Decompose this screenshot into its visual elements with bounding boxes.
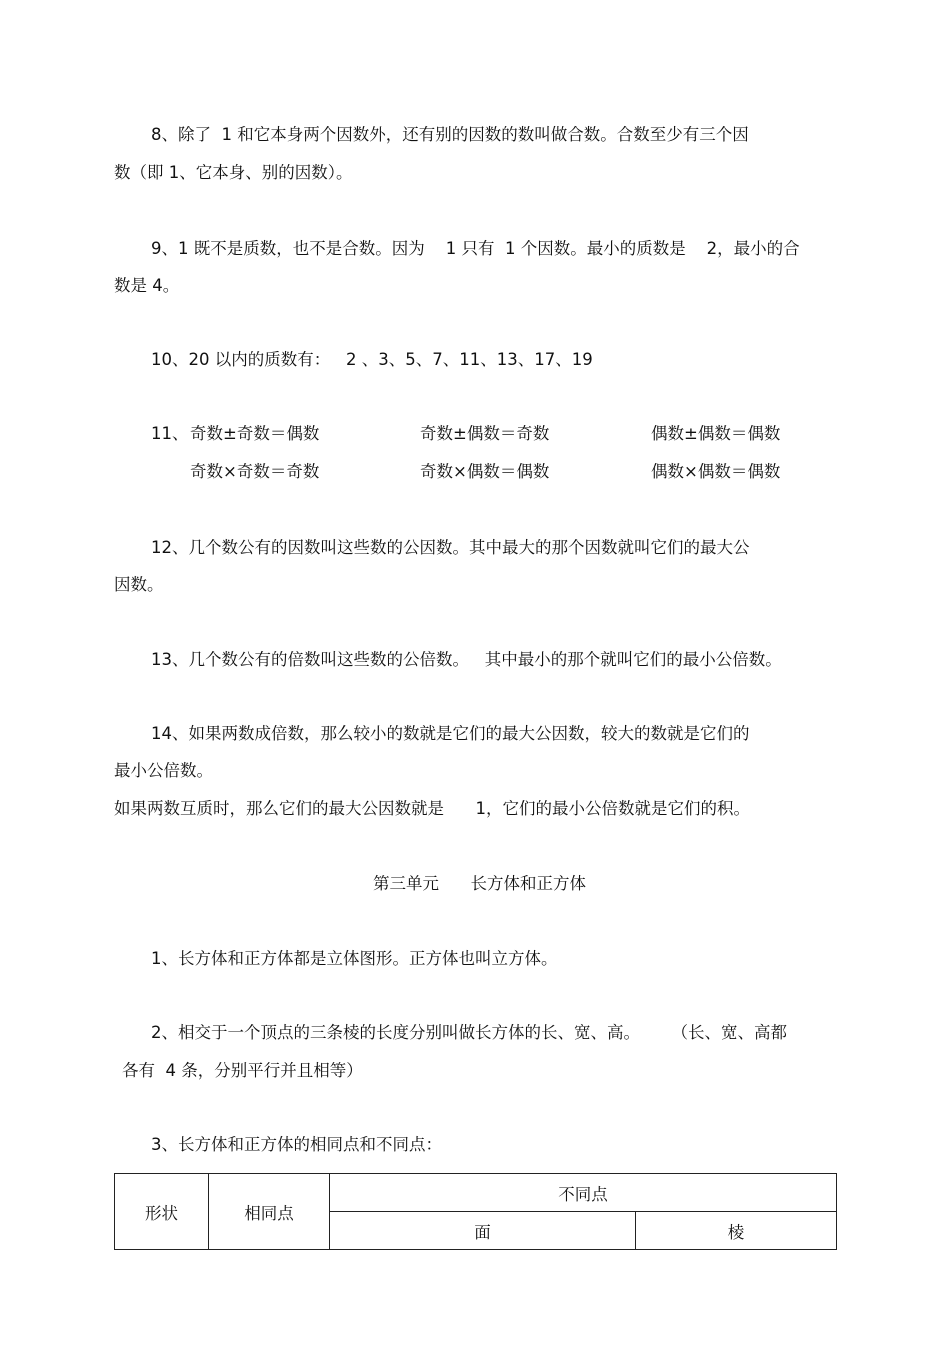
item-9-line-2: 数是 4。: [114, 276, 180, 295]
item-8-line-2: 数（即 1、它本身、别的因数）。: [114, 163, 353, 182]
unit-3-item-1: 1、长方体和正方体都是立体图形。正方体也叫立方体。: [151, 949, 558, 968]
unit-3-item-2-line-2: 各有 4 条，分别平行并且相等）: [122, 1061, 363, 1080]
parity-rule-mul-even-even: 偶数×偶数＝偶数: [651, 462, 781, 481]
unit-3-heading: 第三单元 长方体和正方体: [373, 874, 586, 893]
parity-rule-mul-odd-even: 奇数×偶数＝偶数: [420, 462, 550, 481]
item-12-line-1: 12、几个数公有的因数叫这些数的公因数。其中最大的那个因数就叫它们的最大公: [151, 538, 750, 557]
header-differences: 不同点: [330, 1174, 837, 1212]
item-13-line-1: 13、几个数公有的倍数叫这些数的公倍数。 其中最小的那个就叫它们的最小公倍数。: [151, 650, 782, 669]
parity-rule-add-even-even: 偶数±偶数＝偶数: [651, 424, 781, 443]
item-11-number: 11、: [151, 424, 189, 443]
item-14-line-1: 14、如果两数成倍数，那么较小的数就是它们的最大公因数，较大的数就是它们的: [151, 724, 750, 743]
subheader-faces: 面: [330, 1212, 636, 1250]
item-14-line-2: 最小公倍数。: [114, 761, 213, 780]
header-shape: 形状: [115, 1174, 209, 1250]
item-9-line-1: 9、1 既不是质数，也不是合数。因为 1 只有 1 个因数。最小的质数是 2，最小的合: [151, 239, 800, 258]
cuboid-cube-comparison-table: [114, 1173, 837, 1250]
unit-3-item-2-line-1: 2、相交于一个顶点的三条棱的长度分别叫做长方体的长、宽、高。 （长、宽、高都: [151, 1023, 787, 1042]
header-similarities: 相同点: [209, 1174, 330, 1250]
item-14-line-3: 如果两数互质时，那么它们的最大公因数就是 1，它们的最小公倍数就是它们的积。: [114, 799, 750, 818]
item-10-line-1: 10、20 以内的质数有： 2 、3、5、7、11、13、17、19: [151, 350, 593, 369]
subheader-edges: 棱: [636, 1212, 837, 1250]
parity-rule-mul-odd-odd: 奇数×奇数＝奇数: [190, 462, 320, 481]
unit-3-item-3: 3、长方体和正方体的相同点和不同点：: [151, 1135, 442, 1154]
item-12-line-2: 因数。: [114, 575, 164, 594]
item-8-line-1: 8、除了 1 和它本身两个因数外，还有别的因数的数叫做合数。合数至少有三个因: [151, 125, 749, 144]
parity-rule-add-odd-even: 奇数±偶数＝奇数: [420, 424, 550, 443]
parity-rule-add-odd-odd: 奇数±奇数＝偶数: [190, 424, 320, 443]
